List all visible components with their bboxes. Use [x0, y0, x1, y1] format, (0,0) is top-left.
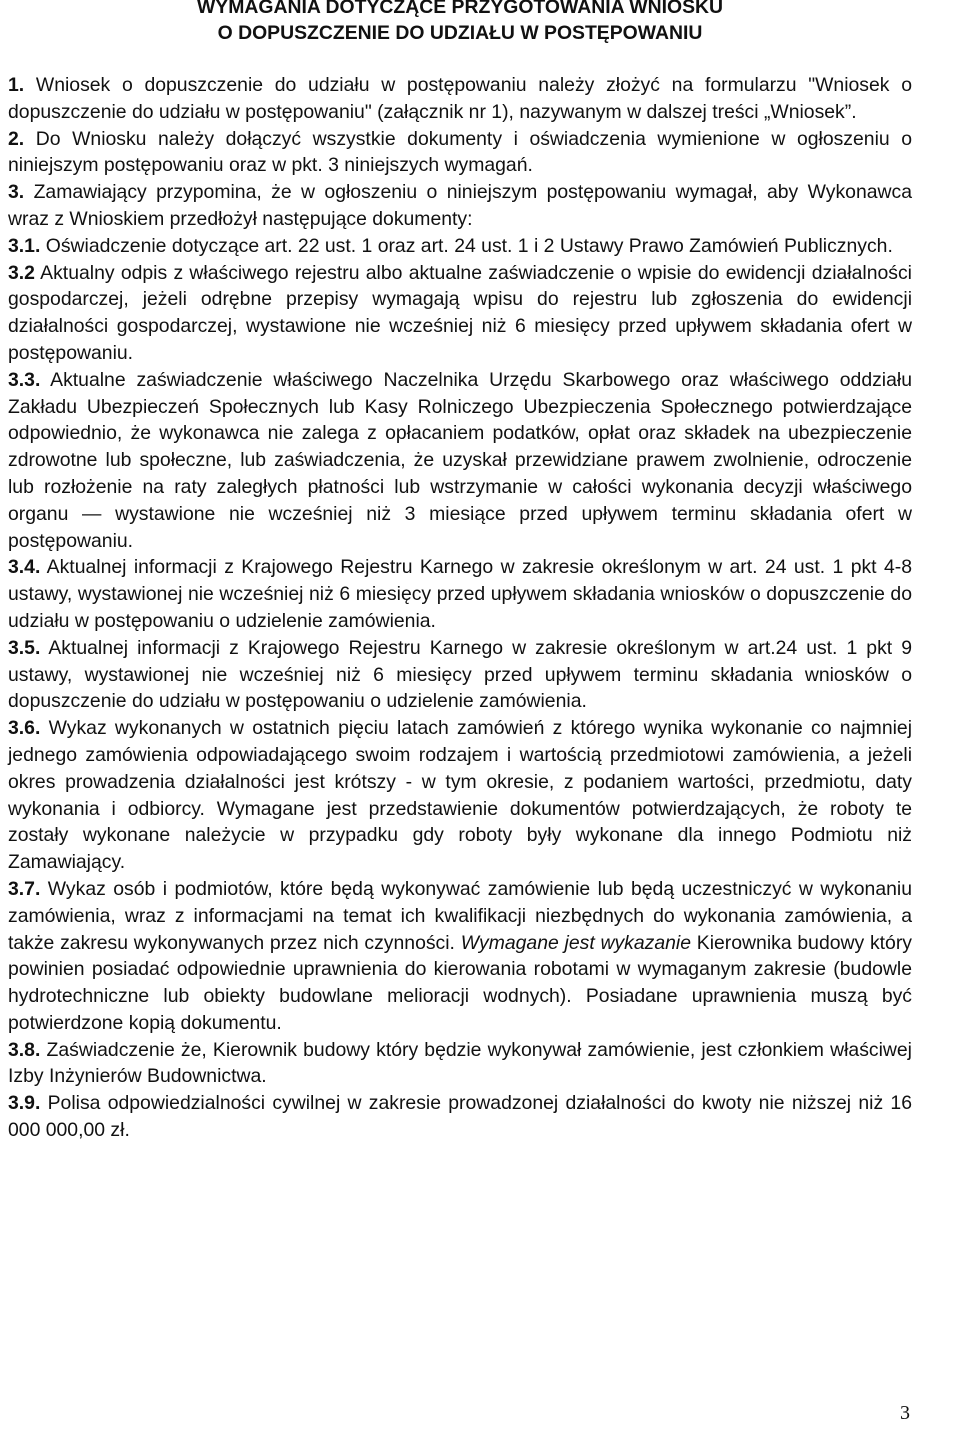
paragraph-3-5: [8, 635, 912, 715]
paragraph-text: Wykaz osób i podmiotów, które będą wykonywać zamówienie lub będą uczestniczyć w wykonaniu zamówienia, wraz z informacjami na temat ich kwalifikacji niezbędnych do wykonania zamówienia, a także zakresu wykonywanych przez nich czynności.: [8, 877, 912, 954]
paragraph-number: 2.: [8, 127, 25, 150]
paragraph-number: 3.2: [8, 261, 35, 284]
paragraph-text-italic: Wymagane jest wykazanie: [460, 931, 692, 954]
paragraph-number: 3.7.: [8, 877, 41, 900]
paragraph-number: 3.1.: [8, 234, 41, 257]
paragraph-text: Do Wniosku należy dołączyć wszystkie dokumenty i oświadczenia wymienione w ogłoszeniu o niniejszym postępowaniu oraz w pkt. 3 niniejszych wymagań.: [8, 127, 913, 177]
page-number: 3: [900, 1402, 910, 1424]
paragraph-number: 3.5.: [8, 636, 41, 659]
paragraph-3-2: [8, 260, 912, 367]
paragraph-number: 3.8.: [8, 1038, 41, 1061]
title-line-1: WYMAGANIA DOTYCZĄCE PRZYGOTOWANIA WNIOSKU: [196, 0, 724, 18]
paragraph-number: 1.: [8, 74, 25, 96]
paragraph-3-9: [8, 1090, 912, 1144]
paragraph-text: Polisa odpowiedzialności cywilnej w zakresie prowadzonej działalności do kwoty nie niższej niż 16 000 000,00 zł.: [8, 1092, 913, 1142]
paragraph-text: Kierownika budowy który powinien posiadać odpowiednie uprawnienia do kierowania robotami w wymaganym zakresie (budowle hydrotechniczne lub obiekty budowlane melioracji wodnych). Posiadane uprawnienia muszą być potwierdzone kopią dokumentu.: [8, 931, 912, 1034]
title-spacer: [8, 46, 912, 72]
paragraph-text: Wykaz wykonanych w ostatnich pięciu latach zamówień z którego wynika wykonanie co najmniej jednego zamówienia odpowiadającego swoim rodzajem i wartością przedmiotowi zamówienia, a jeżeli okres prowadzenia działalności jest krótszy - w tym okresie, z podaniem wartości, przedmiotu, daty wykonania i odbiorcy. Wymagane jest przedstawienie dokumentów potwierdzających, że roboty te zostały wykonane należycie w przypadku gdy roboty były wykonane dla innego Podmiotu niż Zamawiający.: [8, 717, 912, 874]
document-title: [8, 0, 912, 46]
paragraph-text: Oświadczenie dotyczące art. 22 ust. 1 oraz art. 24 ust. 1 i 2 Ustawy Prawo Zamówień Publicznych.: [45, 234, 893, 257]
paragraph-text: Aktualnej informacji z Krajowego Rejestru Karnego w zakresie określonym w art. 24 ust. 1 pkt 4-8 ustawy, wystawionej nie wcześniej niż 6 miesięcy przed upływem składania wniosków o dopuszczenie do udziału w postępowaniu o udzielenie zamówienia.: [8, 556, 912, 632]
paragraph-number: 3.9.: [8, 1092, 41, 1115]
paragraph-text: Aktualne zaświadczenie właściwego Naczelnika Urzędu Skarbowego oraz właściwego oddziału Zakładu Ubezpieczeń Społecznych lub Kasy Rolniczego Ubezpieczenia Społecznego potwierdzające odpowiednio, że wykonawca nie zalega z opłacaniem podatków, opłat oraz składek na ubezpieczenie zdrowotne lub społeczne, lub zaświadczenia, że uzyskał przewidziane prawem zwolnienie, odroczenie lub rozłożenie na raty zaległych płatności lub wstrzymanie w całości wykonania decyzji właściwego organu — wystawione nie wcześniej niż 3 miesiące przed upływem terminu składania ofert w postępowaniu.: [8, 368, 912, 552]
paragraph-text: Wniosek o dopuszczenie do udziału w postępowaniu należy złożyć na formularzu "Wniosek o dopuszczenie do udziału w postępowaniu" (załącznik nr 1), nazywanym w dalszej treści „Wniosek”.: [8, 74, 912, 123]
paragraph-number: 3.6.: [8, 717, 41, 740]
paragraph-2: [8, 126, 912, 180]
paragraph-1: [8, 72, 912, 126]
paragraph-text: Zamawiający przypomina, że w ogłoszeniu o niniejszym postępowaniu wymagał, aby Wykonawca wraz z Wnioskiem przedłożył następujące dokumenty:: [8, 181, 912, 230]
paragraph-3: [8, 179, 912, 233]
paragraph-3-8: [8, 1037, 912, 1091]
paragraph-text: Aktualny odpis z właściwego rejestru albo aktualne zaświadczenie o wpisie do ewidencji działalności gospodarczej, jeżeli odrębne przepisy wymagają wpisu do rejestru lub zgłoszenia do ewidencji działalności gospodarczej, wystawione nie wcześniej niż 6 miesięcy przed upływem składania ofert w postępowaniu.: [8, 261, 912, 364]
paragraph-3-7: [8, 876, 912, 1037]
paragraph-3-6: [8, 715, 912, 876]
paragraph-number: 3.3.: [8, 368, 41, 391]
paragraph-text: Aktualnej informacji z Krajowego Rejestru Karnego w zakresie określonym w art.24 ust. 1 pkt 9 ustawy, wystawionej nie wcześniej niż 6 miesięcy przed upływem terminu składania wniosków o dopuszczenie do udziału w postępowaniu o udzielenie zamówienia.: [8, 636, 912, 713]
paragraph-number: 3.: [8, 181, 25, 204]
paragraph-3-4: [8, 554, 912, 634]
title-line-2: O DOPUSZCZENIE DO UDZIAŁU W POSTĘPOWANIU: [217, 22, 703, 44]
paragraph-text: Zaświadczenie że, Kierownik budowy który będzie wykonywał zamówienie, jest członkiem właściwej Izby Inżynierów Budownictwa.: [8, 1038, 912, 1088]
paragraph-3-3: [8, 367, 912, 555]
paragraph-3-1: [8, 233, 912, 260]
paragraph-number: 3.4.: [8, 556, 41, 579]
